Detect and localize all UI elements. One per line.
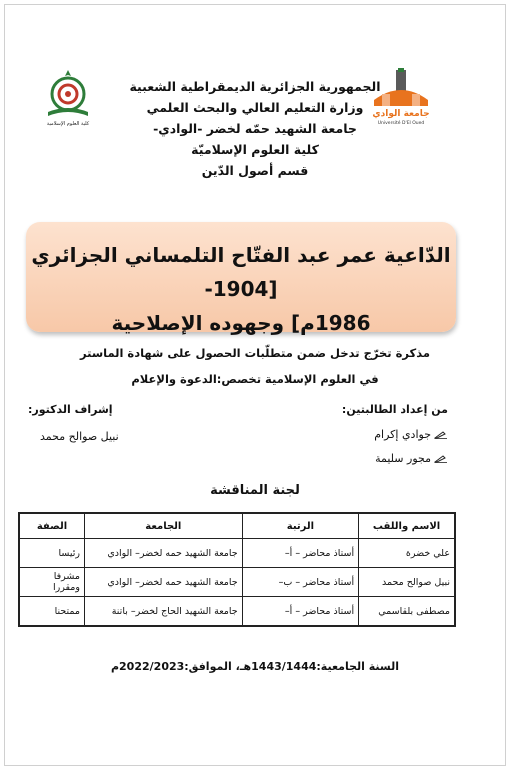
faculty-logo-text: كلية العلوم الإسلامية — [46, 121, 90, 127]
supervisor-label: إشراف الدكتور: — [28, 403, 113, 416]
student-1-name: جوادي إكرام — [374, 428, 431, 441]
faculty-logo — [38, 66, 98, 128]
table-row — [19, 568, 455, 597]
member-role: ممتحنا — [19, 597, 84, 627]
member-university: جامعة الشهيد الحاج لخضر– باتنة — [84, 597, 242, 627]
member-role: مشرفا ومقررا — [19, 568, 84, 597]
member-university: جامعة الشهيد حمه لخضر– الوادي — [84, 539, 242, 568]
faculty-name: كلية العلوم الإسلاميّة — [191, 142, 319, 157]
student-2 — [375, 452, 448, 465]
subtitle-line-1: مذكرة تخرّج تدخل ضمن متطلّبات الحصول على شهادة الماستر — [79, 346, 431, 360]
table-row — [19, 597, 455, 627]
pen-icon — [434, 455, 448, 463]
committee-table — [18, 512, 456, 627]
thesis-title-line-1: الدّاعية عمر عبد الفتّاح التلمساني الجزائري [1904- — [31, 243, 451, 301]
member-university: جامعة الشهيد حمه لخضر– الوادي — [84, 568, 242, 597]
header-name: الاسم واللقب — [359, 513, 455, 539]
thesis-subtitle — [50, 340, 460, 392]
header-university: الجامعة — [84, 513, 242, 539]
member-name: علي خضرة — [359, 539, 455, 568]
pen-icon — [434, 431, 448, 439]
member-rank: أستاذ محاضر – أ– — [242, 539, 358, 568]
committee-header-row — [19, 513, 455, 539]
header-rank: الرتبة — [242, 513, 358, 539]
ministry-name: وزارة التعليم العالي والبحث العلمي — [146, 100, 364, 115]
subtitle-line-2: في العلوم الإسلامية تخصص:الدعوة والإعلام — [131, 372, 379, 386]
table-row — [19, 539, 455, 568]
department-name: قسم أصول الدّين — [201, 163, 309, 178]
student-2-name: مجور سليمة — [375, 452, 431, 465]
committee-title: لجنة المناقشة — [210, 483, 300, 498]
member-role: رئيسا — [19, 539, 84, 568]
students-label: من إعداد الطالبتين: — [341, 403, 448, 416]
member-name: مصطفى بلقاسمي — [359, 597, 455, 627]
header-role: الصفة — [19, 513, 84, 539]
member-rank: أستاذ محاضر – ب– — [242, 568, 358, 597]
student-1 — [374, 428, 448, 441]
thesis-title-line-2: 1986م] وجهوده الإصلاحية — [111, 311, 371, 335]
university-logo-latin: Université D'El Oued — [377, 121, 425, 126]
university-name: جامعة الشهيد حمّه لخضر -الوادي- — [153, 121, 357, 136]
republic-name: الجمهورية الجزائرية الديمقراطية الشعبية — [129, 79, 381, 94]
member-name: نبيل صوالح محمد — [359, 568, 455, 597]
supervisor-name: نبيل صوالح محمد — [40, 430, 119, 443]
university-logo-text: جامعة الوادي — [372, 109, 430, 119]
member-rank: أستاذ محاضر – أ– — [242, 597, 358, 627]
academic-year: السنة الجامعية:1443/1444هـ، الموافق:2022/2023م — [110, 660, 400, 673]
thesis-title-box — [26, 222, 456, 335]
institution-header — [120, 76, 390, 181]
